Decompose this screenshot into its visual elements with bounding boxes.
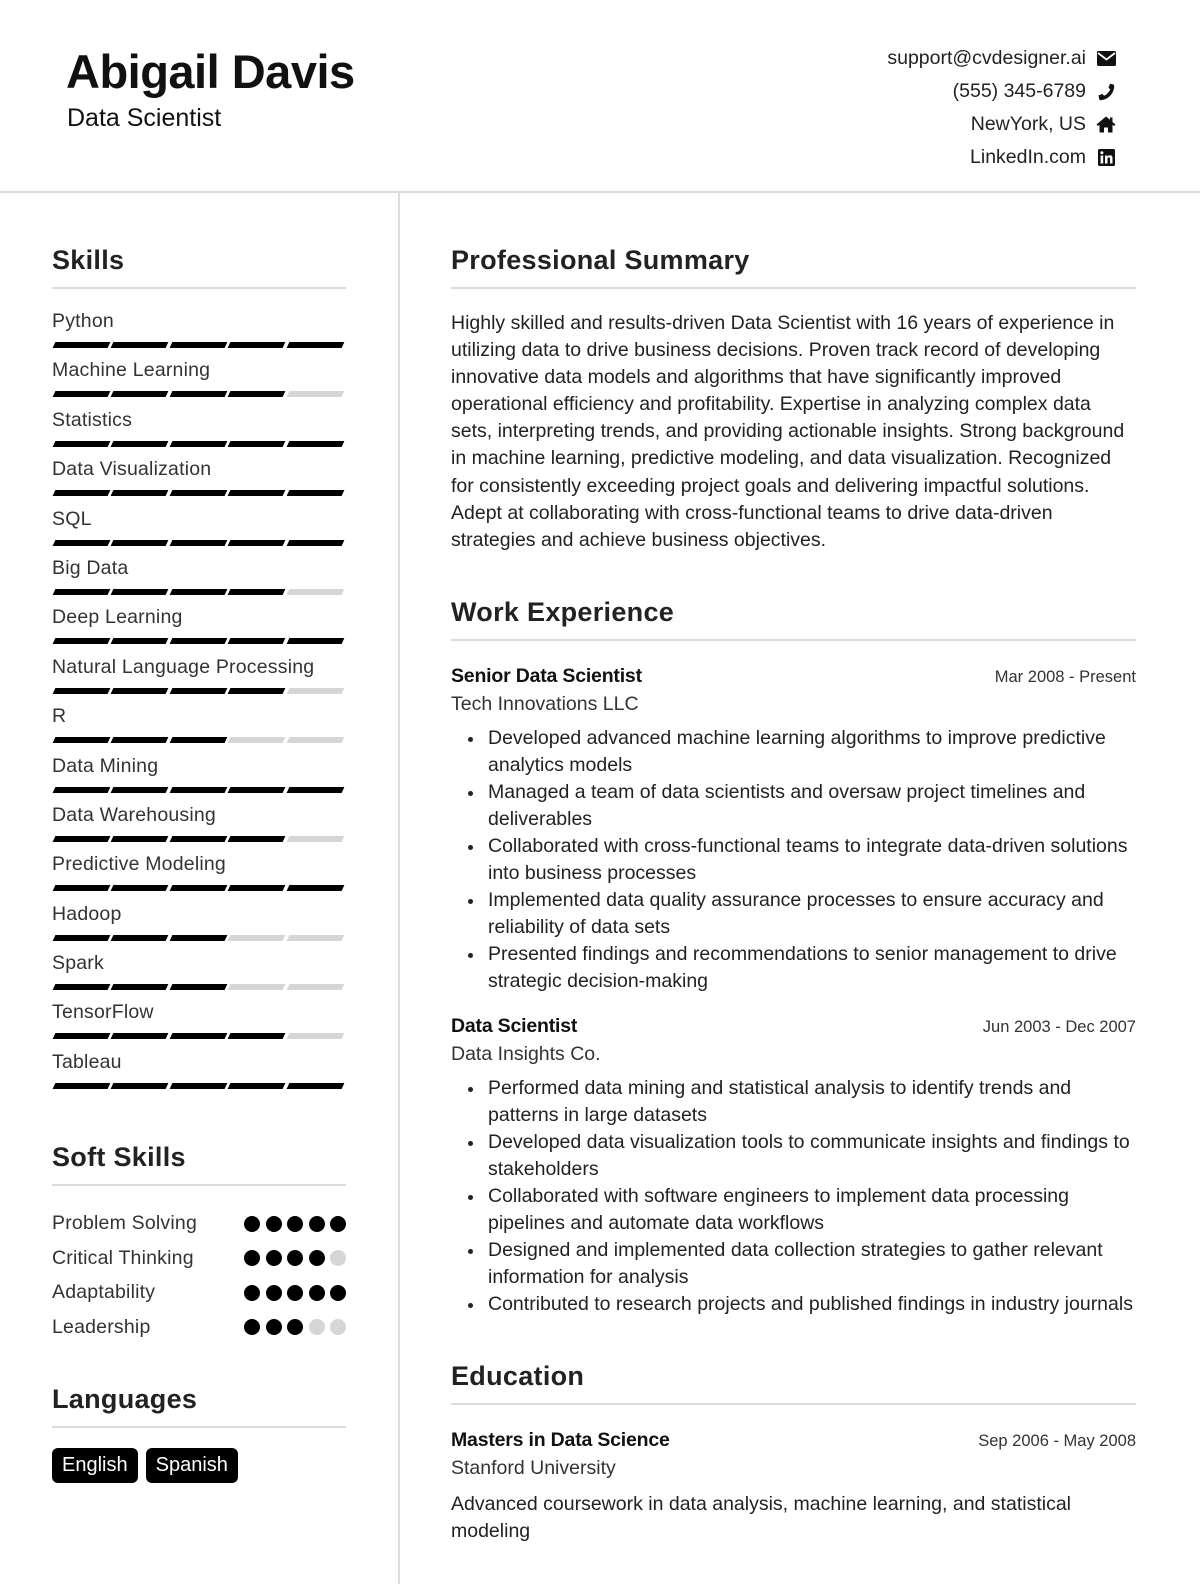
education-dates: Sep 2006 - May 2008 — [978, 1431, 1136, 1450]
skill-segment-filled — [228, 342, 286, 348]
soft-skill-name: Problem Solving — [52, 1212, 197, 1234]
skill-level-bar — [54, 490, 346, 496]
skill-segment-filled — [169, 737, 227, 743]
skill-level-bar — [54, 688, 346, 694]
skill-segment-filled — [169, 638, 227, 644]
skill-name: Data Mining — [52, 754, 159, 777]
skill-level-bar — [54, 638, 346, 644]
skill-name: SQL — [52, 507, 92, 530]
right-column — [451, 240, 1136, 1545]
skill-name: Data Visualization — [52, 458, 212, 481]
job-entry — [451, 1013, 1136, 1318]
skill-level-bar — [54, 737, 346, 743]
job-title: Data Scientist — [451, 1014, 578, 1037]
skill-level-bar — [54, 935, 346, 941]
job-bullets — [451, 1075, 1136, 1318]
skill-segment-filled — [169, 441, 227, 447]
skill-segment-empty — [286, 589, 344, 595]
job-entry — [451, 663, 1136, 995]
skill-segment-filled — [286, 490, 344, 496]
summary-text: Highly skilled and results-driven Data Scientist with 16 years of experience in utilizing data to drive business decisions. Proven track record of developing innovative data models and algorithms that have significantly improved operational efficiency and profitability. Expertise in analyzing complex data sets, interpreting trends, and providing actionable insights. Strong background in machine learning, predictive modeling, and data visualization. Recognized for consistently exceeding project goals and delivering impactful solutions. Adept at collaborating with cross-functional teams to drive data-driven strategies and achieve business objectives. — [451, 312, 1125, 551]
skill-segment-filled — [53, 787, 111, 793]
skill-segment-filled — [169, 490, 227, 496]
job-header — [451, 663, 1136, 689]
education-section — [451, 1356, 1136, 1545]
soft-skill-name: Adaptability — [52, 1281, 156, 1303]
skill-segment-empty — [286, 1033, 344, 1039]
contact-location — [887, 108, 1116, 141]
skill-segment-filled — [228, 1083, 286, 1089]
skill-name: Hadoop — [52, 902, 122, 925]
language-badge: English — [52, 1448, 138, 1483]
skill-item — [52, 457, 346, 506]
skill-segment-filled — [228, 638, 286, 644]
skill-segment-filled — [53, 441, 111, 447]
skill-level-bar — [54, 1033, 346, 1039]
contact-info — [887, 42, 1116, 174]
skill-name: Big Data — [52, 556, 129, 579]
phone-icon — [1096, 82, 1116, 102]
skill-segment-filled — [111, 885, 169, 891]
skill-segment-filled — [228, 1033, 286, 1039]
resume-header — [0, 0, 1200, 193]
job-dates: Jun 2003 - Dec 2007 — [982, 1017, 1136, 1036]
skill-segment-filled — [228, 885, 286, 891]
rating-dot-filled — [330, 1285, 346, 1301]
skill-segment-filled — [111, 787, 169, 793]
rating-dot-filled — [266, 1216, 282, 1232]
skill-segment-filled — [111, 638, 169, 644]
skill-item — [52, 902, 346, 951]
skill-segment-filled — [111, 540, 169, 546]
skill-segment-filled — [111, 391, 169, 397]
rating-dot-empty — [330, 1319, 346, 1335]
skill-segment-filled — [53, 589, 111, 595]
skill-segment-empty — [286, 688, 344, 694]
envelope-icon — [1096, 49, 1116, 69]
skill-segment-filled — [228, 391, 286, 397]
skill-item — [52, 309, 346, 358]
languages-list — [52, 1448, 346, 1483]
skills-list — [52, 309, 346, 1099]
job-header — [451, 1013, 1136, 1039]
skill-level-bar — [54, 391, 346, 397]
section-divider — [451, 287, 1136, 289]
soft-skills-section — [52, 1137, 346, 1344]
skill-segment-filled — [53, 836, 111, 842]
skill-item — [52, 951, 346, 1000]
skill-segment-filled — [286, 441, 344, 447]
soft-skills-list — [52, 1206, 346, 1344]
job-bullet: Designed and implemented data collection strategies to gather relevant information for analysis — [488, 1237, 1136, 1291]
skill-segment-filled — [169, 342, 227, 348]
language-badge: Spanish — [146, 1448, 238, 1483]
contact-phone[interactable] — [887, 75, 1116, 108]
skill-segment-empty — [286, 836, 344, 842]
skill-level-bar — [54, 885, 346, 891]
skill-item — [52, 1000, 346, 1049]
skill-segment-filled — [169, 589, 227, 595]
rating-dot-empty — [330, 1250, 346, 1266]
skill-name: Spark — [52, 952, 104, 975]
summary-section — [451, 240, 1136, 554]
skill-segment-filled — [169, 1083, 227, 1089]
skill-name: TensorFlow — [52, 1001, 154, 1024]
skill-segment-filled — [286, 540, 344, 546]
skill-level-bar — [54, 836, 346, 842]
skill-segment-filled — [111, 688, 169, 694]
skill-item — [52, 408, 346, 457]
skill-segment-filled — [111, 342, 169, 348]
skill-name: Deep Learning — [52, 606, 183, 629]
section-divider — [52, 1426, 346, 1428]
section-title-skills: Skills — [52, 245, 125, 275]
skill-segment-filled — [228, 688, 286, 694]
education-list — [451, 1427, 1136, 1545]
soft-skill-rating — [239, 1250, 347, 1266]
skill-item — [52, 655, 346, 704]
skill-item — [52, 852, 346, 901]
job-dates: Mar 2008 - Present — [994, 667, 1136, 686]
section-title-education: Education — [451, 1360, 585, 1391]
job-bullet: Contributed to research projects and published findings in industry journals — [488, 1291, 1136, 1318]
linkedin-icon — [1096, 148, 1116, 168]
job-bullet: Implemented data quality assurance processes to ensure accuracy and reliability of data sets — [488, 887, 1136, 941]
job-company: Data Insights Co. — [451, 1042, 601, 1065]
skills-section — [52, 240, 346, 1099]
skill-segment-filled — [111, 984, 169, 990]
school-name: Stanford University — [451, 1456, 616, 1479]
skill-level-bar — [54, 540, 346, 546]
skill-segment-empty — [286, 737, 344, 743]
skill-segment-filled — [169, 391, 227, 397]
soft-skill-rating — [239, 1319, 347, 1335]
section-title-summary: Professional Summary — [451, 245, 750, 275]
section-title-soft-skills: Soft Skills — [52, 1142, 186, 1173]
skill-segment-filled — [53, 737, 111, 743]
skill-segment-filled — [169, 935, 227, 941]
education-description: Advanced coursework in data analysis, machine learning, and statistical modeling — [451, 1492, 1072, 1542]
section-title-work: Work Experience — [451, 596, 675, 627]
job-bullet: Presented findings and recommendations to senior management to drive strategic decision-making — [488, 941, 1136, 995]
rating-dot-filled — [244, 1285, 260, 1301]
skill-segment-empty — [286, 391, 344, 397]
section-title-languages: Languages — [52, 1384, 198, 1415]
skill-segment-filled — [53, 984, 111, 990]
job-bullet: Collaborated with software engineers to implement data processing pipelines and automate data workflows — [488, 1183, 1136, 1237]
rating-dot-filled — [266, 1285, 282, 1301]
soft-skill-name: Critical Thinking — [52, 1246, 194, 1269]
skill-item — [52, 556, 346, 605]
rating-dot-filled — [309, 1250, 325, 1266]
contact-email[interactable] — [887, 42, 1116, 75]
section-divider — [52, 1184, 346, 1186]
soft-skill-item — [52, 1206, 346, 1241]
contact-phone-text[interactable]: (555) 345-6789 — [952, 80, 1086, 102]
skill-item — [52, 754, 346, 803]
contact-email-text[interactable]: support@cvdesigner.ai — [887, 47, 1086, 69]
skill-segment-filled — [53, 688, 111, 694]
rating-dot-filled — [309, 1216, 325, 1232]
skill-name: Natural Language Processing — [52, 655, 315, 678]
skill-name: Machine Learning — [52, 359, 211, 382]
skill-segment-empty — [228, 935, 286, 941]
skill-segment-filled — [53, 935, 111, 941]
skill-segment-filled — [111, 1083, 169, 1089]
skill-name: R — [52, 705, 67, 728]
skill-segment-filled — [53, 1083, 111, 1089]
skill-name: Predictive Modeling — [52, 853, 226, 876]
skill-segment-filled — [228, 490, 286, 496]
skill-segment-filled — [111, 1033, 169, 1039]
rating-dot-filled — [330, 1216, 346, 1232]
skill-item — [52, 358, 346, 407]
soft-skill-item — [52, 1310, 346, 1345]
skill-segment-filled — [228, 787, 286, 793]
skill-item — [52, 605, 346, 654]
soft-skill-item — [52, 1241, 346, 1276]
skill-segment-filled — [53, 1033, 111, 1039]
skill-level-bar — [54, 984, 346, 990]
job-bullet: Performed data mining and statistical analysis to identify trends and patterns in large datasets — [488, 1075, 1136, 1129]
contact-linkedin-text[interactable]: LinkedIn.com — [970, 146, 1086, 168]
skill-name: Python — [52, 310, 114, 332]
skill-segment-filled — [111, 836, 169, 842]
skill-segment-filled — [169, 540, 227, 546]
soft-skill-rating — [239, 1216, 347, 1232]
skill-name: Data Warehousing — [52, 803, 216, 826]
left-column — [52, 240, 346, 1483]
jobs-list — [451, 663, 1136, 1318]
skill-segment-filled — [111, 935, 169, 941]
skill-segment-filled — [53, 540, 111, 546]
section-divider — [451, 639, 1136, 641]
skill-segment-filled — [286, 1083, 344, 1089]
contact-linkedin[interactable] — [887, 141, 1116, 174]
skill-segment-empty — [286, 984, 344, 990]
skill-segment-empty — [228, 737, 286, 743]
skill-segment-filled — [286, 342, 344, 348]
skill-segment-filled — [169, 688, 227, 694]
rating-dot-filled — [287, 1250, 303, 1266]
skill-segment-filled — [169, 836, 227, 842]
rating-dot-filled — [287, 1216, 303, 1232]
job-bullet: Developed advanced machine learning algorithms to improve predictive analytics models — [488, 725, 1136, 779]
skill-level-bar — [54, 589, 346, 595]
skill-segment-filled — [111, 441, 169, 447]
job-bullets — [451, 725, 1136, 995]
section-divider — [52, 287, 346, 289]
skill-segment-filled — [169, 787, 227, 793]
skill-item — [52, 704, 346, 753]
rating-dot-filled — [309, 1285, 325, 1301]
skill-segment-filled — [228, 589, 286, 595]
skill-level-bar — [54, 787, 346, 793]
rating-dot-filled — [244, 1216, 260, 1232]
skill-segment-filled — [169, 984, 227, 990]
skill-name: Statistics — [52, 408, 133, 431]
skill-segment-empty — [286, 935, 344, 941]
skill-name: Tableau — [52, 1050, 122, 1073]
candidate-name: Abigail Davis — [66, 45, 355, 98]
rating-dot-filled — [244, 1250, 260, 1266]
rating-dot-filled — [287, 1319, 303, 1335]
skill-segment-filled — [169, 1033, 227, 1039]
education-header — [451, 1427, 1136, 1453]
rating-dot-filled — [266, 1250, 282, 1266]
skill-segment-filled — [228, 540, 286, 546]
job-title: Senior Data Scientist — [451, 664, 642, 687]
languages-section — [52, 1379, 346, 1483]
column-divider — [398, 193, 400, 1584]
rating-dot-filled — [266, 1319, 282, 1335]
degree-name: Masters in Data Science — [451, 1428, 670, 1451]
skill-segment-filled — [111, 490, 169, 496]
skill-segment-filled — [228, 836, 286, 842]
skill-segment-filled — [169, 885, 227, 891]
rating-dot-filled — [244, 1319, 260, 1335]
skill-level-bar — [54, 342, 346, 348]
work-experience-section — [451, 592, 1136, 1318]
education-entry — [451, 1427, 1136, 1545]
job-bullet: Collaborated with cross-functional teams to integrate data-driven solutions into business processes — [488, 833, 1136, 887]
skill-segment-filled — [53, 342, 111, 348]
soft-skill-name: Leadership — [52, 1315, 151, 1338]
skill-segment-filled — [111, 589, 169, 595]
skill-item — [52, 1050, 346, 1099]
job-bullet: Developed data visualization tools to communicate insights and findings to stakeholders — [488, 1129, 1136, 1183]
rating-dot-filled — [287, 1285, 303, 1301]
skill-segment-filled — [111, 737, 169, 743]
skill-segment-filled — [53, 490, 111, 496]
skill-segment-filled — [286, 787, 344, 793]
skill-item — [52, 507, 346, 556]
skill-segment-filled — [286, 638, 344, 644]
job-bullet: Managed a team of data scientists and oversaw project timelines and deliverables — [488, 779, 1136, 833]
section-divider — [451, 1403, 1136, 1405]
skill-item — [52, 803, 346, 852]
skill-segment-filled — [228, 441, 286, 447]
job-company: Tech Innovations LLC — [451, 692, 639, 715]
soft-skill-rating — [239, 1285, 347, 1301]
skill-level-bar — [54, 1083, 346, 1089]
skill-segment-filled — [286, 885, 344, 891]
home-icon — [1096, 115, 1116, 135]
skill-segment-filled — [53, 885, 111, 891]
soft-skill-item — [52, 1275, 346, 1310]
rating-dot-empty — [309, 1319, 325, 1335]
skill-segment-filled — [53, 638, 111, 644]
candidate-title: Data Scientist — [67, 104, 222, 132]
skill-segment-empty — [228, 984, 286, 990]
skill-level-bar — [54, 441, 346, 447]
contact-location-text: NewYork, US — [970, 113, 1086, 135]
skill-segment-filled — [53, 391, 111, 397]
